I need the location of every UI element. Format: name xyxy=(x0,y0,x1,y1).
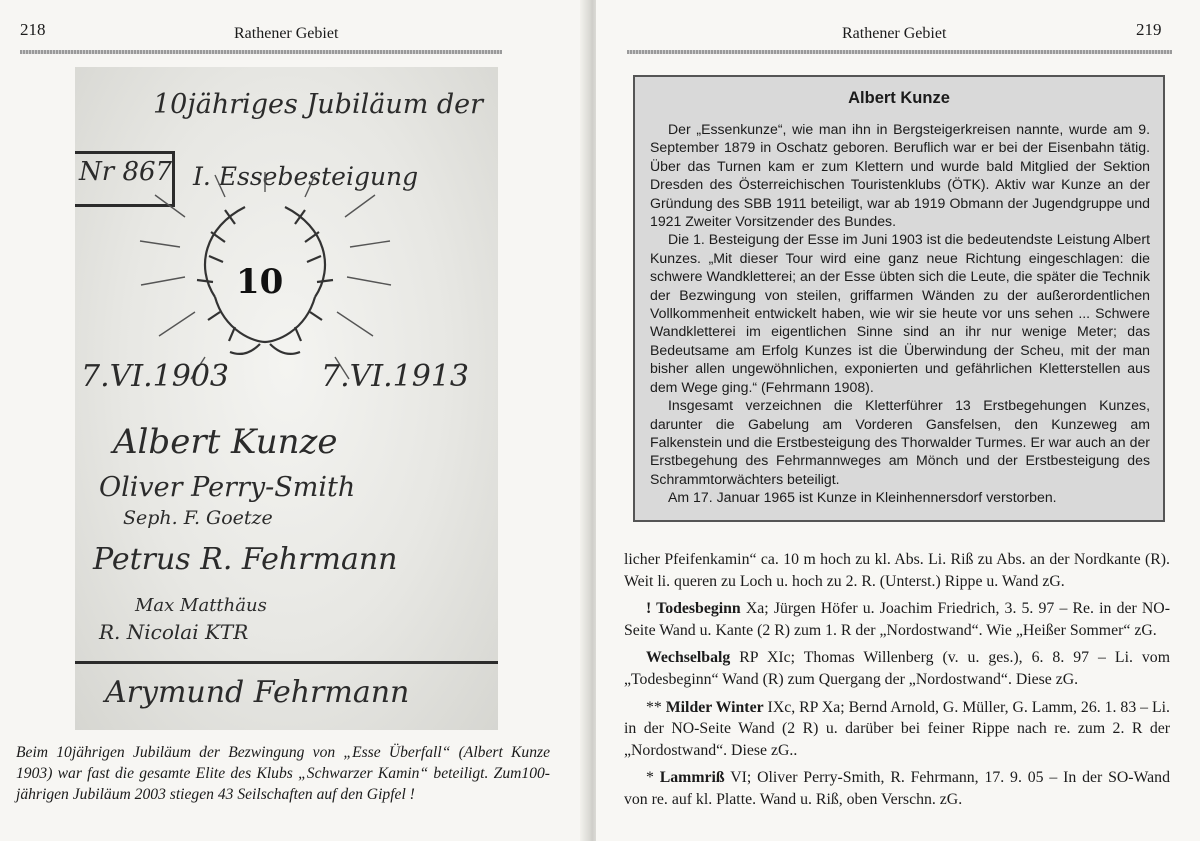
biography-box xyxy=(633,75,1165,522)
route-todesbeginn xyxy=(624,598,1170,641)
signature-matthaeus: Max Matthäus xyxy=(135,595,267,616)
route-name: Lammriß xyxy=(659,769,725,787)
page-number-left: 218 xyxy=(20,20,46,39)
photo-nr: Nr 867 xyxy=(79,157,173,187)
route-text: VI; Oliver Perry-Smith, R. Fehrmann, 17. 9. 05 – In der SO-Wand von re. auf kl. Platte. Wand u. Riß, oben Verschn. zG. xyxy=(624,769,1170,808)
photo-caption: Beim 10jährigen Jubiläum der Bezwingung von „Esse Überfall“ (Albert Kunze 1903) war fast die gesamte Elite des Klubs „Schwarzer Kamin“ beteiligt. Zum100-jährigen Jubiläum 2003 stiegen 43 Seilschaften auf den Gipfel ! xyxy=(16,744,550,803)
photo-line2: I. Essebesteigung xyxy=(193,162,419,191)
biography-paragraph: Insgesamt verzeichnen die Kletterführer 13 Erstbegehungen Kunzes, darunter die Gabelung am Vorderen Gansfelsen, den Kunzeweg am Falkenstein und die Erstbesteigung des Thorwalder Turmes. Er war auch an der Erstbegehung des Fehrmannweges am Mönch und der Erstbesteigung des Schrammtorwächters beteiligt. xyxy=(650,397,1150,487)
route-continued: licher Pfeifenkamin“ ca. 10 m hoch zu kl. Abs. Li. Riß zu Abs. an der Nordkante (R). Weit li. queren zu Loch u. hoch zu 2. R. (Unterst.) Rippe u. Wand zG. xyxy=(624,551,1170,590)
route-name: Milder Winter xyxy=(665,698,764,716)
route-prefix: ! xyxy=(646,600,657,618)
route-text: IXc, RP Xa; Bernd Arnold, G. Müller, G. Lamm, 26. 1. 83 – Li. in der NO-Seite Wand (2 R) u. darüber bei feiner Rippe nach re. zum 2. R der „Nordostwand“. Diese zG.. xyxy=(624,698,1171,759)
running-head-right: Rathener Gebiet xyxy=(842,25,947,42)
biography-paragraph: Am 17. Januar 1965 ist Kunze in Kleinhennersdorf verstorben. xyxy=(668,489,1057,506)
signature-nicolai: R. Nicolai KTR xyxy=(99,620,249,644)
route-descriptions xyxy=(624,549,1170,817)
left-page xyxy=(0,0,588,841)
photo-divider xyxy=(75,661,498,664)
route-name: Wechselbalg xyxy=(646,649,731,667)
route-text: Xa; Jürgen Höfer u. Joachim Friedrich, 3. 5. 97 – Re. in der NO-Seite Wand u. Kante (2 R) zum 1. R der „Nordostwand“. Wie „Heißer Sommer“ zG. xyxy=(624,600,1170,639)
photo-line1: 10jähriges Jubiläum der xyxy=(153,89,484,120)
page-number-right: 219 xyxy=(1136,20,1162,39)
header-rule-left xyxy=(20,50,502,54)
photo-date-left: 7.VI.1903 xyxy=(81,359,230,394)
signature-fehrmann-bottom: Arymund Fehrmann xyxy=(105,675,410,710)
biography-text xyxy=(650,120,1150,507)
route-text: RP XIc; Thomas Willenberg (v. u. ges.), 6. 8. 97 – Li. vom „Todesbeginn“ Wand (R) zum Quergang der „Nordostwand“. Diese zG. xyxy=(624,649,1170,688)
signature-perry-smith: Oliver Perry-Smith xyxy=(99,472,356,503)
route-name: Todesbeginn xyxy=(656,600,741,618)
biography-paragraph: Der „Essenkunze“, wie man ihn in Bergsteigerkreisen nannte, wurde am 9. September 1879 in Oschatz geboren. Beruflich war er bei der Eisenbahn tätig. Über das Turnen kam er zum Klettern und wurde bald Mitglied der Sektion Dresden des Österreichischen Touristenklubs (ÖTK). Aktiv war Kunze an der Gründung des SBB 1911 beteiligt, war ab 1919 Obmann der Jugendgruppe und 1921 Zweiter Vorsitzender des Bundes. xyxy=(650,121,1150,230)
biography-paragraph: Die 1. Besteigung der Esse im Juni 1903 ist die bedeutendste Leistung Albert Kunzes. „Mit dieser Tour wird eine ganz neue Richtung eingeschlagen: die schwere Wandkletterei; an der Esse übten sich die Leute, die später die Technik der Bezwingung von steilen, griffarmen Wänden zu der außerordentlichen Vollkommenheit entwickelt haben, wie wir sie heute vor uns sehen ... Schwere Wandkletterei im eigentlichen Sinne sind an ihr nur wenige Meter; das Bedeutsame am Erfolg Kunzes ist die Überwindung der Scheu, mit der man bisher allen ungewöhnlichen, exponierten und gefährlichen Kletterstellen aus dem Wege ging.“ (Fehrmann 1908). xyxy=(650,231,1150,395)
running-head-left: Rathener Gebiet xyxy=(234,25,339,42)
jubilee-number-badge: 10 xyxy=(236,262,284,302)
route-lammriss xyxy=(624,767,1170,810)
historic-photo xyxy=(75,67,498,730)
route-prefix: ** xyxy=(646,698,666,716)
signature-kunze: Albert Kunze xyxy=(113,422,338,462)
signature-fehrmann: Petrus R. Fehrmann xyxy=(93,542,398,577)
route-prefix: * xyxy=(646,769,660,787)
biography-title: Albert Kunze xyxy=(848,89,950,107)
route-wechselbalg xyxy=(624,647,1170,690)
route-milder-winter xyxy=(624,697,1170,762)
header-rule-right xyxy=(627,50,1172,54)
signature-goetze: Seph. F. Goetze xyxy=(123,507,273,529)
photo-date-right: 7.VI.1913 xyxy=(321,359,470,394)
